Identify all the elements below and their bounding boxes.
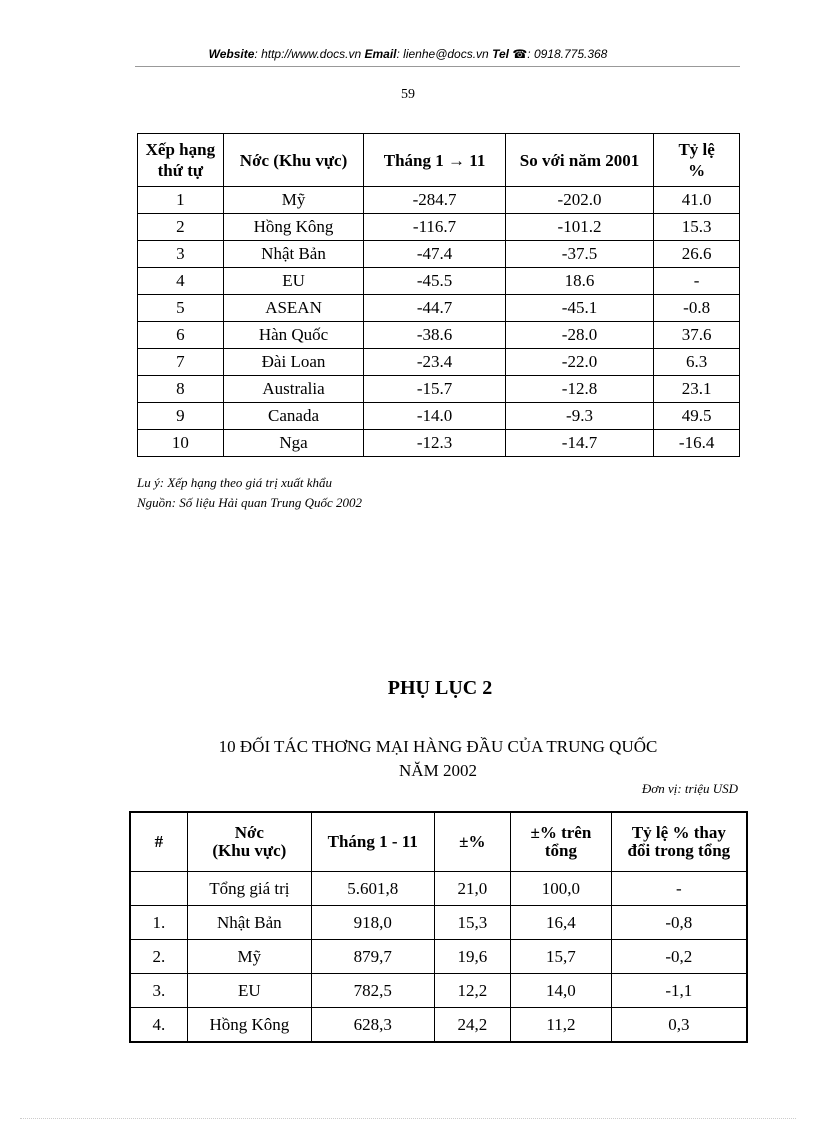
email-label: Email xyxy=(364,47,397,61)
table-row xyxy=(138,322,740,349)
table-cell: -15.7 xyxy=(364,376,505,403)
table-row xyxy=(138,214,740,241)
footer-divider xyxy=(20,1118,796,1119)
table-row xyxy=(138,349,740,376)
subtitle-line-2: NĂM 2002 xyxy=(399,761,477,780)
table-cell: 19,6 xyxy=(434,940,511,974)
page-number: 59 xyxy=(401,87,415,102)
table-cell: 9 xyxy=(138,403,224,430)
website-value[interactable]: : http://www.docs.vn xyxy=(254,47,362,61)
table-row xyxy=(130,872,747,906)
table-row xyxy=(138,403,740,430)
table-cell: 6 xyxy=(138,322,224,349)
table-cell: 41.0 xyxy=(654,187,740,214)
table-cell: 10 xyxy=(138,430,224,457)
table-cell: Hồng Kông xyxy=(187,1008,311,1043)
table-cell: Hồng Kông xyxy=(223,214,364,241)
unit-label: Đơn vị: triệu USD xyxy=(641,781,738,796)
header-change: ±% xyxy=(434,812,511,872)
table-cell: -14.7 xyxy=(505,430,653,457)
table-cell: 23.1 xyxy=(654,376,740,403)
table-cell: -45.1 xyxy=(505,295,653,322)
table-cell: -101.2 xyxy=(505,214,653,241)
table-cell: Mỹ xyxy=(187,940,311,974)
header-divider xyxy=(135,66,740,67)
table-cell: -45.5 xyxy=(364,268,505,295)
appendix-title: PHỤ LỤC 2 xyxy=(387,677,493,699)
table-row xyxy=(130,1008,747,1043)
table-cell: 918,0 xyxy=(312,906,434,940)
table-cell: -284.7 xyxy=(364,187,505,214)
table-header-row xyxy=(130,812,747,872)
website-label: Website xyxy=(208,47,255,61)
table-cell: 4. xyxy=(130,1008,187,1043)
table-cell: -44.7 xyxy=(364,295,505,322)
table-row xyxy=(130,974,747,1008)
page-header xyxy=(0,47,816,61)
table-cell: Đài Loan xyxy=(223,349,364,376)
source-text: Nguồn: Số liệu Hải quan Trung Quốc 2002 xyxy=(137,495,362,510)
header-vs-2001: So với năm 2001 xyxy=(505,134,653,187)
table-row xyxy=(138,430,740,457)
top-partners-table xyxy=(129,811,748,1043)
trade-balance-table xyxy=(137,133,740,457)
header-country: Nớc (Khu vực) xyxy=(223,134,364,187)
table-cell: -0,2 xyxy=(611,940,747,974)
header-ratio: Tỷ lệ % xyxy=(654,134,740,187)
table-cell: 8 xyxy=(138,376,224,403)
table-cell: -1,1 xyxy=(611,974,747,1008)
note-text: Lu ý: Xếp hạng theo giá trị xuất khẩu xyxy=(137,475,332,490)
table-cell: - xyxy=(654,268,740,295)
table-cell: -37.5 xyxy=(505,241,653,268)
table-cell: 879,7 xyxy=(312,940,434,974)
table-cell: 628,3 xyxy=(312,1008,434,1043)
table-cell: 15.3 xyxy=(654,214,740,241)
table-cell: 6.3 xyxy=(654,349,740,376)
table-cell: 21,0 xyxy=(434,872,511,906)
table-cell: 14,0 xyxy=(511,974,612,1008)
tel-value: : 0918.775.368 xyxy=(527,47,608,61)
header-rank: Xếp hạng thứ tự xyxy=(138,134,224,187)
table-cell: Australia xyxy=(223,376,364,403)
table-row xyxy=(138,376,740,403)
table-cell: 11,2 xyxy=(511,1008,612,1043)
table-notes xyxy=(137,473,362,513)
table-cell: Nga xyxy=(223,430,364,457)
table-row xyxy=(138,295,740,322)
table-cell: 12,2 xyxy=(434,974,511,1008)
subtitle-line-1: 10 ĐỐI TÁC THƠNG MẠI HÀNG ĐẦU CỦA TRUNG QUỐC xyxy=(218,737,658,756)
table-cell: 1 xyxy=(138,187,224,214)
table-cell: Canada xyxy=(223,403,364,430)
phone-icon: ☎ xyxy=(512,47,528,61)
table-cell: 0,3 xyxy=(611,1008,747,1043)
table-cell: 49.5 xyxy=(654,403,740,430)
table-cell: -23.4 xyxy=(364,349,505,376)
table-cell: 26.6 xyxy=(654,241,740,268)
table-cell: 1. xyxy=(130,906,187,940)
table-cell: -12.8 xyxy=(505,376,653,403)
table-cell: 782,5 xyxy=(312,974,434,1008)
table-cell: 4 xyxy=(138,268,224,295)
table-cell: -12.3 xyxy=(364,430,505,457)
table-cell: -38.6 xyxy=(364,322,505,349)
table-cell: 3 xyxy=(138,241,224,268)
table-cell: 16,4 xyxy=(511,906,612,940)
table-row xyxy=(130,906,747,940)
table-cell: 24,2 xyxy=(434,1008,511,1043)
table-cell: ASEAN xyxy=(223,295,364,322)
table-cell xyxy=(130,872,187,906)
table-header-row xyxy=(138,134,740,187)
table-cell: 18.6 xyxy=(505,268,653,295)
table-cell: Tổng giá trị xyxy=(187,872,311,906)
appendix-subtitle xyxy=(0,735,816,783)
table-cell: -116.7 xyxy=(364,214,505,241)
table-cell: - xyxy=(611,872,747,906)
table-cell: 100,0 xyxy=(511,872,612,906)
table-cell: -47.4 xyxy=(364,241,505,268)
table-cell: 5 xyxy=(138,295,224,322)
table-cell: -14.0 xyxy=(364,403,505,430)
table-cell: 7 xyxy=(138,349,224,376)
header-country: Nớc (Khu vực) xyxy=(187,812,311,872)
table-cell: 2 xyxy=(138,214,224,241)
table-row xyxy=(138,187,740,214)
header-share-change: Tỷ lệ % thay đổi trong tổng xyxy=(611,812,747,872)
table-cell: Mỹ xyxy=(223,187,364,214)
table-cell: -22.0 xyxy=(505,349,653,376)
header-months: Tháng 1 → 11 xyxy=(364,134,505,187)
table-cell: -9.3 xyxy=(505,403,653,430)
header-months: Tháng 1 - 11 xyxy=(312,812,434,872)
table-row xyxy=(130,940,747,974)
table-cell: Hàn Quốc xyxy=(223,322,364,349)
table-cell: -0,8 xyxy=(611,906,747,940)
table-row xyxy=(138,241,740,268)
email-value[interactable]: : lienhe@docs.vn xyxy=(396,47,489,61)
table-cell: 37.6 xyxy=(654,322,740,349)
table-cell: -28.0 xyxy=(505,322,653,349)
table-cell: 15,3 xyxy=(434,906,511,940)
table-cell: Nhật Bản xyxy=(223,241,364,268)
table-cell: Nhật Bản xyxy=(187,906,311,940)
table-cell: 3. xyxy=(130,974,187,1008)
table-cell: EU xyxy=(187,974,311,1008)
table-cell: 15,7 xyxy=(511,940,612,974)
tel-label: Tel xyxy=(492,47,509,61)
header-change-total: ±% trên tổng xyxy=(511,812,612,872)
table-row xyxy=(138,268,740,295)
table-cell: 5.601,8 xyxy=(312,872,434,906)
header-index: # xyxy=(130,812,187,872)
table-cell: -0.8 xyxy=(654,295,740,322)
table-cell: EU xyxy=(223,268,364,295)
table-cell: 2. xyxy=(130,940,187,974)
table-cell: -16.4 xyxy=(654,430,740,457)
table-cell: -202.0 xyxy=(505,187,653,214)
